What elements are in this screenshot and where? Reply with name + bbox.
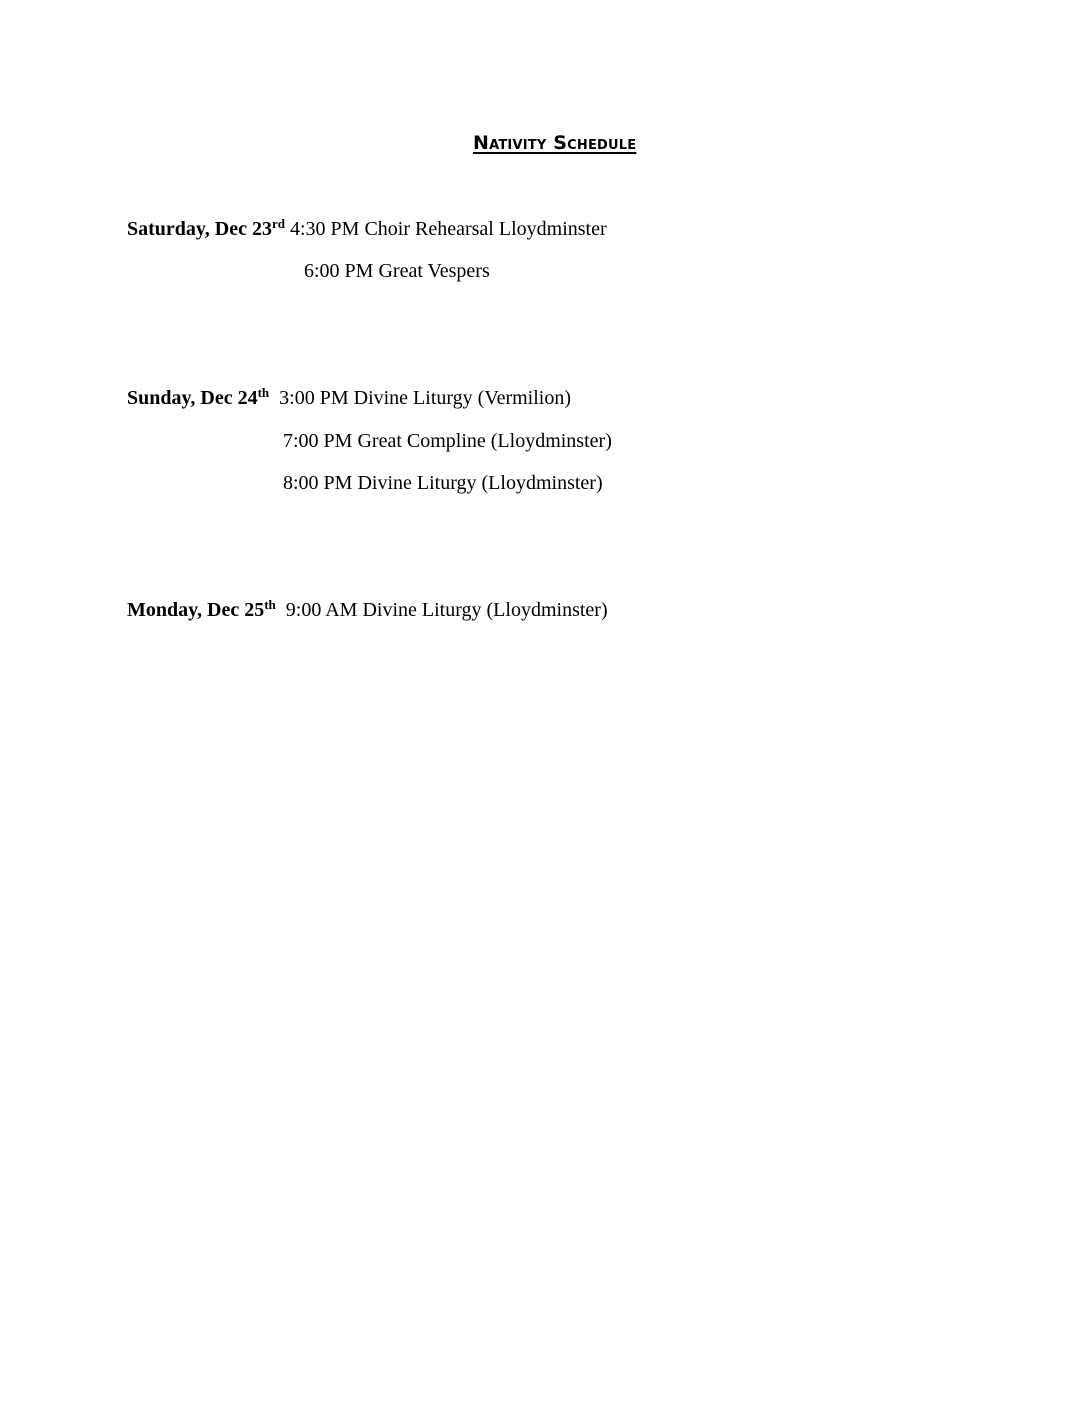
event-text: 7:00 PM Great Compline (Lloydminster) bbox=[283, 430, 612, 452]
ordinal-suffix: th bbox=[264, 597, 276, 612]
event-text: 4:30 PM Choir Rehearsal Lloydminster bbox=[290, 218, 607, 240]
event-text: 9:00 AM Divine Liturgy (Lloydminster) bbox=[285, 599, 608, 621]
schedule-event bbox=[283, 429, 612, 453]
day-label-saturday bbox=[127, 218, 285, 240]
ordinal-suffix: th bbox=[257, 385, 270, 400]
schedule-row-sunday bbox=[127, 386, 571, 410]
day-label-sunday bbox=[127, 387, 269, 409]
event-text: 3:00 PM Divine Liturgy (Vermilion) bbox=[279, 387, 571, 409]
page-title: Nativity Schedule bbox=[473, 132, 637, 154]
event-text: 6:00 PM Great Vespers bbox=[304, 260, 490, 282]
day-label-monday bbox=[127, 599, 276, 621]
schedule-event bbox=[283, 471, 603, 495]
day-date: Saturday, Dec 23 bbox=[127, 218, 272, 240]
ordinal-suffix: rd bbox=[272, 216, 285, 231]
schedule-row-monday bbox=[127, 598, 608, 622]
day-date: Monday, Dec 25 bbox=[127, 599, 265, 621]
event-text: 8:00 PM Divine Liturgy (Lloydminster) bbox=[283, 472, 603, 494]
day-date: Sunday, Dec 24 bbox=[127, 387, 258, 409]
schedule-event bbox=[304, 259, 490, 283]
schedule-row-saturday bbox=[127, 217, 607, 241]
